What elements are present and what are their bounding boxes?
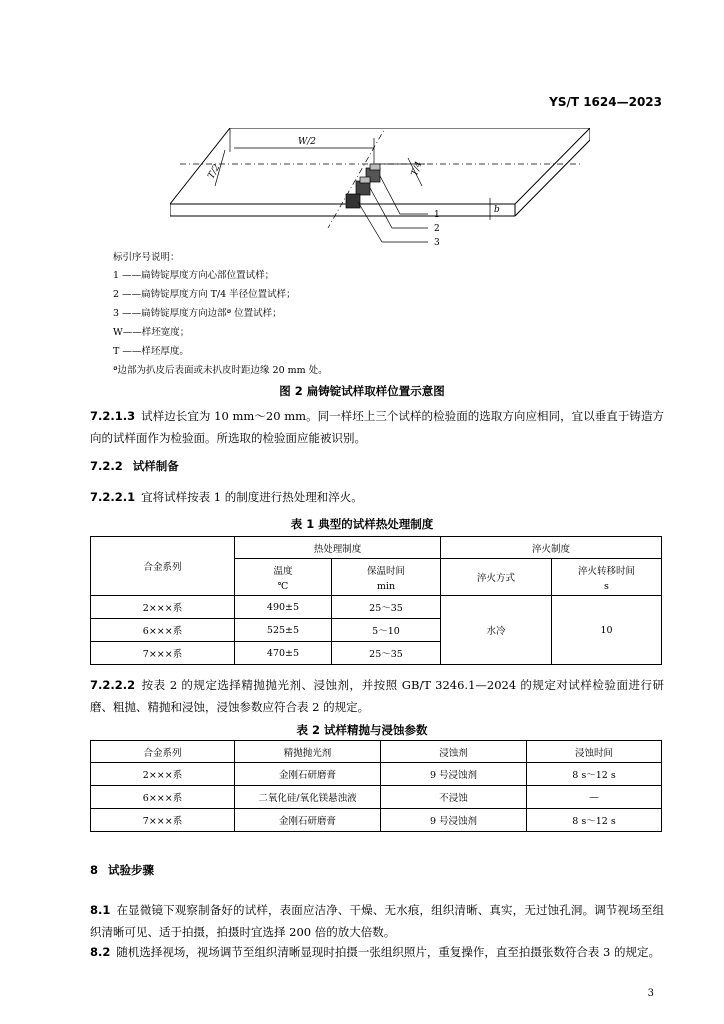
cell-alloy: 7×××系 — [91, 642, 235, 665]
col-alloy: 合金系列 — [91, 537, 235, 596]
temperature-label: 温度 — [273, 565, 293, 577]
cell-alloy: 6×××系 — [91, 619, 235, 642]
clause-text: 试样边长宜为 10 mm～20 mm。同一样坯上三个试样的检验面的选取方向应相同，宜以垂直于铸造方向的试样面作为检验面。所选取的检验面应能被识别。 — [90, 409, 664, 445]
dimension-t2-label: T/2 — [206, 162, 223, 181]
clause-7-2-2-2 — [90, 674, 664, 718]
cell-quench-method: 水冷 — [441, 596, 552, 665]
cell-hold: 25～35 — [332, 596, 441, 619]
clause-number: 7.2.2.2 — [90, 678, 136, 692]
col-quench-method: 淬火方式 — [441, 559, 552, 596]
cell-etchant: 9 号浸蚀剂 — [381, 809, 527, 832]
callout-1: 1 — [434, 210, 440, 220]
clause-text: 随机选择视场，视场调节至组织清晰显现时拍摄一张组织照片，重复操作，直至拍摄张数符合表 3 的规定。 — [116, 945, 660, 959]
heading-number: 7.2.2 — [90, 459, 123, 473]
transfer-time-label: 淬火转移时间 — [577, 565, 635, 577]
hold-time-label: 保温时间 — [366, 565, 405, 577]
heading-8 — [90, 862, 154, 878]
cell-etch-time: 8 s～12 s — [527, 763, 662, 786]
table-row — [91, 596, 662, 619]
dimension-b-label: b — [494, 205, 500, 215]
clause-number: 7.2.2.1 — [90, 490, 136, 504]
cell-temp: 490±5 — [235, 596, 332, 619]
col-hold-time — [332, 559, 441, 596]
standard-code: YS/T 1624—2023 — [549, 95, 662, 109]
cell-hold: 25～35 — [332, 642, 441, 665]
cell-alloy: 6×××系 — [91, 786, 235, 809]
col-alloy: 合金系列 — [91, 741, 235, 763]
col-etchant: 浸蚀剂 — [381, 741, 527, 763]
cell-temp: 525±5 — [235, 619, 332, 642]
cell-alloy: 2×××系 — [91, 596, 235, 619]
transfer-time-unit: s — [604, 580, 609, 592]
legend-item: T ——样坯厚度。 — [113, 346, 189, 357]
col-quench: 淬火制度 — [441, 537, 662, 559]
heading-title: 试验步骤 — [108, 863, 155, 877]
dimension-t4-label: T/4 — [409, 160, 425, 178]
heat-treatment-table — [90, 536, 662, 665]
cell-etchant: 不浸蚀 — [381, 786, 527, 809]
cell-temp: 470±5 — [235, 642, 332, 665]
cell-transfer-time: 10 — [552, 596, 662, 665]
heading-number: 8 — [90, 863, 99, 877]
clause-number: 7.2.1.3 — [90, 409, 136, 423]
clause-8-1 — [90, 899, 664, 943]
cell-etchant: 9 号浸蚀剂 — [381, 763, 527, 786]
table-row — [91, 786, 662, 809]
callout-2: 2 — [434, 224, 440, 234]
figure-caption: 图 2 扁铸锭试样取样位置示意图 — [279, 384, 445, 398]
legend-item: W——样坯宽度； — [113, 327, 190, 338]
clause-8-2 — [90, 941, 664, 963]
legend-item: 1 ——扁铸锭厚度方向心部位置试样； — [113, 270, 275, 281]
clause-number: 8.2 — [90, 945, 111, 959]
polish-etch-table — [90, 740, 662, 832]
cell-polish-agent: 金刚石研磨膏 — [235, 809, 381, 832]
cell-etch-time: — — [527, 786, 662, 809]
cell-hold: 5～10 — [332, 619, 441, 642]
legend-item: 3 ——扁铸锭厚度方向边部ª 位置试样； — [113, 308, 282, 319]
legend-footnote: ª边部为扒皮后表面或未扒皮时距边缘 20 mm 处。 — [113, 365, 328, 376]
temperature-unit: ℃ — [277, 580, 289, 592]
legend — [113, 252, 328, 384]
cell-polish-agent: 金刚石研磨膏 — [235, 763, 381, 786]
heading-title: 试样制备 — [132, 459, 179, 473]
clause-text: 宜将试样按表 1 的制度进行热处理和淬火。 — [141, 490, 363, 504]
hold-time-unit: min — [376, 580, 396, 592]
cell-etch-time: 8 s～12 s — [527, 809, 662, 832]
table1-caption: 表 1 典型的试样热处理制度 — [290, 517, 434, 531]
table2-caption: 表 2 试样精抛与浸蚀参数 — [296, 723, 428, 737]
clause-text: 按表 2 的规定选择精抛抛光剂、浸蚀剂，并按照 GB/T 3246.1—2024 的规定对试样检验面进行研磨、粗抛、精抛和浸蚀，浸蚀参数应符合表 2 的规定。 — [90, 678, 664, 714]
col-polish-agent: 精抛抛光剂 — [235, 741, 381, 763]
ingot-sampling-figure — [170, 128, 590, 253]
clause-text: 在显微镜下观察制备好的试样，表面应洁净、干燥、无水痕，组织清晰、真实，无过蚀孔洞。调节视场至组织清晰可见、适于拍摄，拍摄时宜选择 200 倍的放大倍数。 — [90, 903, 664, 939]
table-row — [91, 809, 662, 832]
cell-alloy: 7×××系 — [91, 809, 235, 832]
col-temperature — [235, 559, 332, 596]
table-row — [91, 763, 662, 786]
clause-number: 8.1 — [90, 903, 111, 917]
page-number: 3 — [647, 988, 654, 999]
cell-alloy: 2×××系 — [91, 763, 235, 786]
cell-polish-agent: 二氧化硅/氧化镁悬浊液 — [235, 786, 381, 809]
heading-7-2-2 — [90, 458, 179, 474]
callout-3: 3 — [434, 238, 440, 248]
dimension-w2-label: W/2 — [298, 137, 317, 147]
col-transfer-time — [552, 559, 662, 596]
clause-7-2-2-1 — [90, 486, 664, 508]
legend-item: 2 ——扁铸锭厚度方向 T/4 半径位置试样； — [113, 289, 296, 300]
clause-7-2-1-3 — [90, 405, 664, 449]
col-heat-treatment: 热处理制度 — [235, 537, 441, 559]
legend-title: 标引序号说明： — [113, 252, 180, 263]
col-etch-time: 浸蚀时间 — [527, 741, 662, 763]
